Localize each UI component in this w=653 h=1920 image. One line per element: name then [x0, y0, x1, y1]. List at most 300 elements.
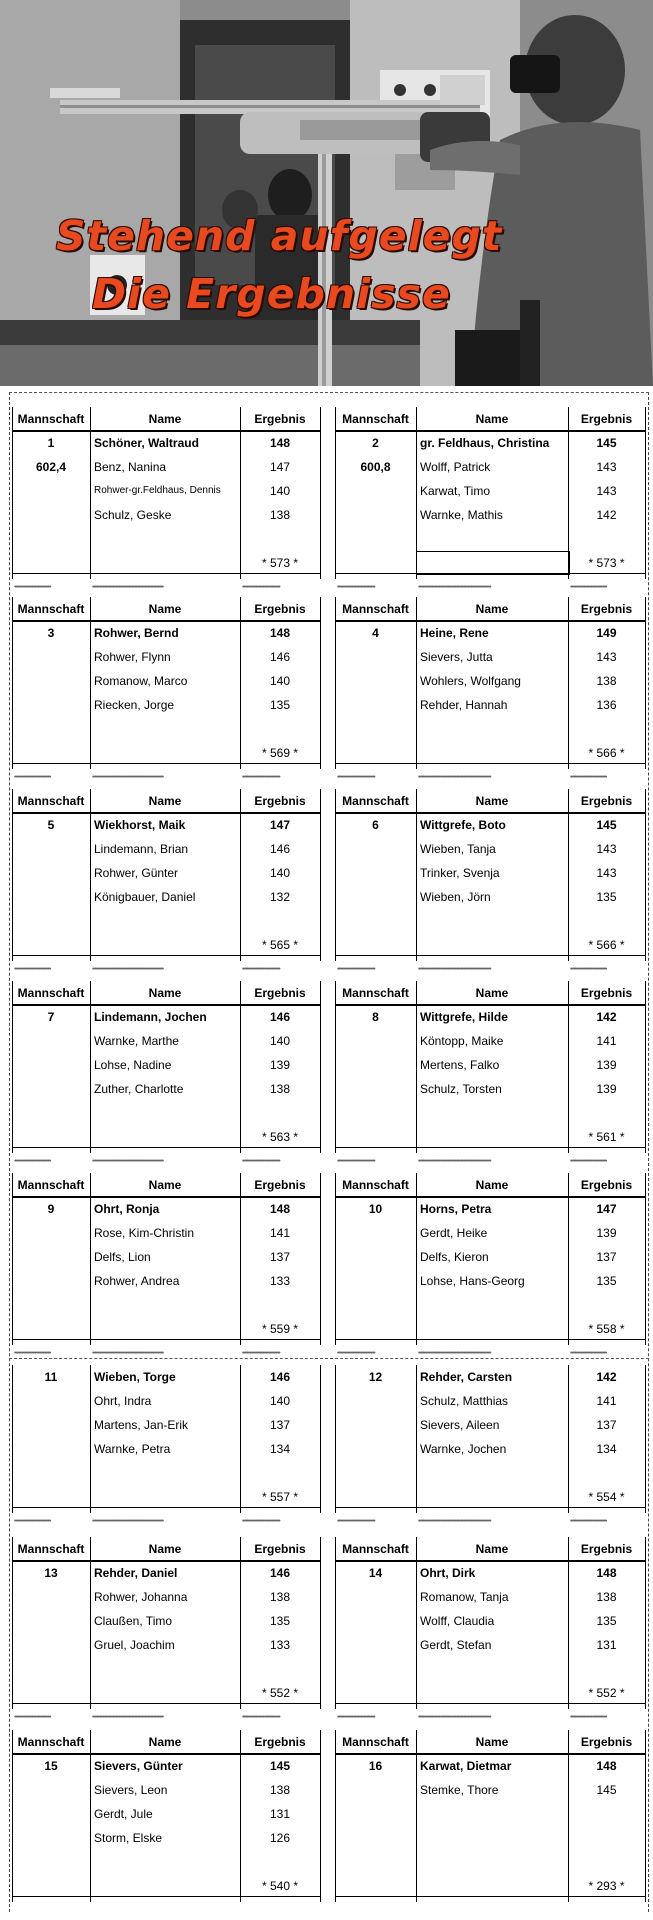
dotted-separator: ••••••••••••••••••••••••••: [242, 1519, 280, 1525]
dotted-separator: ••••••••••••••••••••••••••: [242, 967, 280, 973]
shooter-name: gr. Feldhaus, Christina: [420, 436, 550, 450]
team-total: * 565 *: [261, 938, 299, 952]
dotted-separator: •••••••••••••••••••••••••••••••••••••••••••••••••: [92, 967, 164, 973]
column-header-name: Name: [148, 602, 182, 616]
dotted-separator: •••••••••••••••••••••••••••••••••••••••••••••••••: [92, 1351, 164, 1357]
shooter-score: 143: [596, 484, 617, 498]
shooter-name: Martens, Jan-Erik: [94, 1418, 189, 1432]
team-number: 16: [368, 1759, 383, 1773]
shooter-name: Delfs, Lion: [94, 1250, 151, 1264]
column-rule: [335, 407, 336, 579]
shooter-name: Warnke, Marthe: [94, 1034, 179, 1048]
shooter-score: 141: [596, 1394, 617, 1408]
shooter-name: Claußen, Timo: [94, 1614, 173, 1628]
column-rule: [335, 1173, 336, 1345]
column-header-name: Name: [475, 986, 509, 1000]
table-rule: [12, 1196, 320, 1198]
column-header-name: Name: [148, 794, 182, 808]
shooter-score: 145: [269, 1759, 291, 1773]
column-header-team: Mannschaft: [17, 1178, 85, 1192]
shooter-score: 135: [596, 890, 617, 904]
shooter-name: Riecken, Jorge: [94, 698, 175, 712]
dotted-separator: ••••••••••••••••••••••••••••••••••••••••••••••••••: [418, 585, 491, 591]
dotted-separator: •••••••••••••••••••••••••••••••••••••••••••••••••: [92, 775, 164, 781]
shooter-name: Ohrt, Ronja: [94, 1202, 160, 1216]
shooter-name: Lohse, Nadine: [94, 1058, 172, 1072]
shooter-name: Rehder, Carsten: [420, 1370, 513, 1384]
column-rule: [320, 597, 321, 769]
dotted-separator: ••••••••••••••••••••••••••: [242, 1715, 280, 1721]
dotted-separator: ••••••••••••••••••••••••••••••••••••••••••••••••••: [418, 1351, 491, 1357]
dotted-separator: ••••••••••••••••••••••••••: [337, 775, 375, 781]
shooter-score: 145: [596, 1783, 617, 1797]
column-rule: [568, 1730, 569, 1902]
shooter-name: Romanow, Tanja: [420, 1590, 509, 1604]
column-header-name: Name: [475, 602, 509, 616]
shooter-name: Rohwer, Günter: [94, 866, 179, 880]
shooter-name: Gerdt, Jule: [94, 1807, 153, 1821]
dotted-separator: •••••••••••••••••••••••••••••••••••••••••••••••••: [92, 1519, 164, 1525]
column-header-result: Ergebnis: [254, 986, 306, 1000]
shooter-score: 139: [596, 1226, 617, 1240]
column-header-result: Ergebnis: [580, 1542, 633, 1556]
column-rule: [648, 392, 649, 1912]
column-header-team: Mannschaft: [342, 986, 409, 1000]
shooter-name: Ohrt, Dirk: [420, 1566, 476, 1580]
table-rule: [12, 812, 320, 814]
shooter-score: 137: [269, 1418, 291, 1432]
shooter-score: 148: [269, 626, 291, 640]
team-number: 3: [47, 626, 55, 640]
shooter-score: 148: [269, 436, 291, 450]
dotted-separator: •••••••••••••••••••••••••••••••••••••••••••••••••: [92, 585, 164, 591]
shooter-score: 141: [269, 1226, 291, 1240]
column-header-team: Mannschaft: [17, 1542, 85, 1556]
dotted-separator: •••••••••••••••••••••••••: [570, 775, 607, 781]
dotted-separator: •••••••••••••••••••••••••: [14, 1159, 51, 1165]
shooter-name: Wolff, Claudia: [420, 1614, 495, 1628]
shooter-score: 143: [596, 460, 617, 474]
column-rule: [12, 1365, 13, 1513]
shooter-name: Rohwer, Johanna: [94, 1590, 188, 1604]
column-rule: [90, 1730, 91, 1902]
dotted-separator: •••••••••••••••••••••••••: [14, 1519, 51, 1525]
column-rule: [416, 981, 417, 1153]
shooter-score: 139: [596, 1058, 617, 1072]
team-total: * 557 *: [261, 1490, 299, 1504]
team-total: * 558 *: [588, 1322, 625, 1336]
shooter-name: Mertens, Falko: [420, 1058, 500, 1072]
table-rule: [335, 763, 645, 764]
shooter-name: Karwat, Dietmar: [420, 1759, 512, 1773]
shooter-name: Warnke, Petra: [94, 1442, 171, 1456]
dotted-separator: ••••••••••••••••••••••••••••••••••••••••••••••••••: [418, 775, 491, 781]
column-header-team: Mannschaft: [342, 794, 409, 808]
shooter-score: 149: [596, 626, 617, 640]
column-header-team: Mannschaft: [342, 1542, 409, 1556]
dotted-separator: •••••••••••••••••••••••••: [14, 775, 51, 781]
table-rule: [335, 1339, 645, 1340]
shooter-name: Storm, Elske: [94, 1831, 163, 1845]
shooter-score: 146: [269, 1010, 291, 1024]
shooter-name: Warnke, Mathis: [420, 508, 503, 522]
dotted-separator: •••••••••••••••••••••••••: [14, 1351, 51, 1357]
table-rule: [335, 1147, 645, 1148]
shooter-score: 146: [269, 842, 291, 856]
dotted-separator: ••••••••••••••••••••••••••: [242, 775, 280, 781]
shooter-score: 138: [269, 1783, 291, 1797]
team-number: 8: [372, 1010, 379, 1024]
team-total: * 293 *: [588, 1879, 625, 1893]
column-rule: [335, 597, 336, 769]
column-rule: [416, 1173, 417, 1345]
column-rule: [90, 407, 91, 579]
team-number: 14: [368, 1566, 383, 1580]
table-rule: [335, 812, 645, 814]
column-header-result: Ergebnis: [580, 1735, 633, 1749]
column-header-result: Ergebnis: [580, 602, 633, 616]
shooter-score: 126: [269, 1831, 291, 1845]
shooter-name: Köntopp, Maike: [420, 1034, 504, 1048]
column-rule: [335, 981, 336, 1153]
dotted-separator: ••••••••••••••••••••••••••: [242, 1351, 280, 1357]
column-rule: [90, 1365, 91, 1513]
dotted-separator: ••••••••••••••••••••••••••••••••••••••••••••••••••: [418, 1519, 491, 1525]
shooter-score: 140: [269, 1394, 291, 1408]
column-header-team: Mannschaft: [17, 602, 85, 616]
shooter-score: 131: [269, 1807, 291, 1821]
shooter-name: Königbauer, Daniel: [94, 890, 196, 904]
shooter-name: Rohwer, Andrea: [94, 1274, 180, 1288]
shooter-name: Wiekhorst, Maik: [94, 818, 186, 832]
shooter-name: Heine, Rene: [420, 626, 489, 640]
column-rule: [645, 1537, 646, 1709]
column-rule: [645, 407, 646, 579]
shooter-name: Horns, Petra: [420, 1202, 492, 1216]
shooter-score: 138: [596, 674, 617, 688]
team-number: 11: [44, 1370, 58, 1384]
team-total: * 540 *: [261, 1879, 299, 1893]
shooter-name: Wittgrefe, Boto: [420, 818, 506, 832]
table-rule: [335, 1196, 645, 1198]
column-header-name: Name: [475, 412, 509, 426]
shooter-score: 140: [269, 866, 291, 880]
shooter-score: 138: [269, 508, 291, 522]
team-total: * 573 *: [588, 556, 625, 570]
dotted-separator: ••••••••••••••••••••••••••: [337, 1351, 375, 1357]
column-header-team: Mannschaft: [17, 1735, 85, 1749]
column-header-team: Mannschaft: [342, 412, 409, 426]
team-total: * 552 *: [261, 1686, 299, 1700]
shooter-name: Wolff, Patrick: [420, 460, 491, 474]
column-header-result: Ergebnis: [254, 1178, 306, 1192]
column-rule: [90, 1173, 91, 1345]
column-rule: [320, 1537, 321, 1709]
column-rule: [335, 1537, 336, 1709]
column-rule: [320, 1173, 321, 1345]
shooter-name: Zuther, Charlotte: [94, 1082, 184, 1096]
column-rule: [12, 407, 13, 579]
shooter-score: 139: [596, 1082, 617, 1096]
team-number: 1: [47, 436, 55, 450]
team-number: 6: [372, 818, 379, 832]
shooter-score: 140: [269, 674, 291, 688]
shooter-score: 145: [596, 818, 617, 832]
dotted-separator: ••••••••••••••••••••••••••: [242, 1159, 280, 1165]
table-rule: [12, 620, 320, 622]
headline-line-2: Die Ergebnisse: [92, 270, 451, 318]
shooter-score: 138: [269, 1590, 291, 1604]
dotted-separator: •••••••••••••••••••••••••: [570, 1351, 607, 1357]
team-weighted-total: 600,8: [360, 460, 391, 474]
dotted-separator: •••••••••••••••••••••••••: [570, 1715, 607, 1721]
team-number: 2: [372, 436, 379, 450]
column-header-name: Name: [475, 1735, 509, 1749]
shooter-name: Warnke, Jochen: [420, 1442, 507, 1456]
dotted-separator: ••••••••••••••••••••••••••: [337, 1159, 375, 1165]
column-header-result: Ergebnis: [580, 1178, 633, 1192]
column-header-team: Mannschaft: [17, 794, 85, 808]
table-rule: [12, 1896, 320, 1897]
dotted-separator: •••••••••••••••••••••••••: [14, 1715, 51, 1721]
shooter-score: 135: [269, 698, 291, 712]
table-rule: [335, 1703, 645, 1704]
column-header-name: Name: [148, 412, 182, 426]
column-rule: [645, 789, 646, 961]
shooter-name: Rohwer-gr.Feldhaus, Dennis: [94, 485, 221, 496]
column-rule: [90, 981, 91, 1153]
shooter-score: 140: [269, 1034, 291, 1048]
column-header-team: Mannschaft: [342, 1178, 409, 1192]
column-rule: [90, 1537, 91, 1709]
table-rule: [335, 955, 645, 956]
column-rule: [645, 1173, 646, 1345]
column-header-result: Ergebnis: [254, 1542, 306, 1556]
shooter-name: Sievers, Jutta: [420, 650, 493, 664]
dotted-separator: •••••••••••••••••••••••••: [570, 967, 607, 973]
shooter-name: Stemke, Thore: [420, 1783, 499, 1797]
dotted-separator: •••••••••••••••••••••••••: [570, 585, 607, 591]
shooter-name: Sievers, Aileen: [420, 1418, 500, 1432]
shooter-score: 140: [269, 484, 291, 498]
team-total: * 559 *: [261, 1322, 299, 1336]
shooter-score: 142: [596, 508, 617, 522]
dotted-separator: ••••••••••••••••••••••••••: [337, 1715, 375, 1721]
shooter-name: Gerdt, Heike: [420, 1226, 488, 1240]
shooter-score: 135: [269, 1614, 291, 1628]
column-rule: [320, 981, 321, 1153]
dotted-separator: ••••••••••••••••••••••••••: [337, 967, 375, 973]
column-header-result: Ergebnis: [580, 412, 633, 426]
shooter-score: 133: [269, 1638, 291, 1652]
table-rule: [12, 573, 320, 574]
table-rule: [335, 1753, 645, 1755]
shooter-name: Sievers, Leon: [94, 1783, 168, 1797]
column-rule: [645, 597, 646, 769]
table-rule: [12, 430, 320, 432]
shooter-name: Wittgrefe, Hilde: [420, 1010, 508, 1024]
table-rule: [335, 1507, 645, 1508]
column-rule: [335, 789, 336, 961]
column-rule: [320, 407, 321, 579]
table-rule: [335, 573, 645, 574]
shooter-score: 137: [269, 1250, 291, 1264]
dotted-separator: •••••••••••••••••••••••••••••••••••••••••••••••••: [92, 1715, 164, 1721]
column-header-result: Ergebnis: [254, 602, 306, 616]
dotted-separator: •••••••••••••••••••••••••: [570, 1159, 607, 1165]
table-rule: [335, 430, 645, 432]
table-rule: [335, 1004, 645, 1006]
team-number: 5: [47, 818, 55, 832]
shooter-score: 148: [596, 1759, 617, 1773]
column-header-result: Ergebnis: [580, 986, 633, 1000]
column-rule: [90, 789, 91, 961]
column-header-team: Mannschaft: [17, 986, 85, 1000]
team-total: * 554 *: [588, 1490, 625, 1504]
column-header-team: Mannschaft: [342, 602, 409, 616]
team-number: 15: [44, 1759, 58, 1773]
dotted-separator: ••••••••••••••••••••••••••: [242, 585, 280, 591]
shooter-score: 148: [596, 1566, 617, 1580]
empty-name-cell: [416, 551, 570, 575]
column-header-result: Ergebnis: [254, 412, 306, 426]
shooter-score: 142: [596, 1010, 617, 1024]
shooter-score: 133: [269, 1274, 291, 1288]
shooter-name: Schulz, Torsten: [420, 1082, 502, 1096]
dotted-separator: ••••••••••••••••••••••••••••••••••••••••••••••••••: [418, 967, 491, 973]
team-number: 12: [368, 1370, 383, 1384]
dotted-separator: •••••••••••••••••••••••••••••••••••••••••••••••••: [92, 1159, 164, 1165]
table-rule: [12, 1339, 320, 1340]
team-total: * 566 *: [588, 746, 625, 760]
column-header-result: Ergebnis: [580, 794, 633, 808]
team-total: * 566 *: [588, 938, 625, 952]
shooter-name: Ohrt, Indra: [94, 1394, 152, 1408]
dotted-separator: ••••••••••••••••••••••••••: [337, 585, 375, 591]
column-rule: [12, 981, 13, 1153]
column-rule: [645, 1365, 646, 1513]
shooter-score: 146: [269, 650, 291, 664]
shooter-name: Gruel, Joachim: [94, 1638, 175, 1652]
shooter-name: Wieben, Torge: [94, 1370, 176, 1384]
column-rule: [12, 1537, 13, 1709]
team-total: * 573 *: [261, 556, 299, 570]
shooter-name: Rehder, Daniel: [94, 1566, 178, 1580]
shooter-name: Gerdt, Stefan: [420, 1638, 492, 1652]
team-total: * 569 *: [261, 746, 299, 760]
table-rule: [9, 1358, 649, 1359]
shooter-name: Wieben, Jörn: [420, 890, 491, 904]
shooter-score: 143: [596, 866, 617, 880]
column-rule: [416, 1730, 417, 1902]
shooter-name: Lindemann, Jochen: [94, 1010, 207, 1024]
shooter-score: 134: [596, 1442, 617, 1456]
column-header-result: Ergebnis: [254, 794, 306, 808]
table-rule: [12, 955, 320, 956]
shooter-score: 138: [269, 1082, 291, 1096]
table-rule: [335, 1896, 645, 1897]
dotted-separator: ••••••••••••••••••••••••••: [337, 1519, 375, 1525]
shooter-score: 135: [596, 1274, 617, 1288]
shooter-name: Schulz, Geske: [94, 508, 172, 522]
table-rule: [335, 1560, 645, 1562]
column-rule: [90, 597, 91, 769]
shooter-name: Benz, Nanina: [94, 460, 167, 474]
column-rule: [416, 597, 417, 769]
column-header-result: Ergebnis: [254, 1735, 306, 1749]
shooter-score: 131: [596, 1638, 617, 1652]
table-rule: [12, 763, 320, 764]
shooter-score: 147: [269, 818, 291, 832]
shooter-score: 137: [596, 1418, 617, 1432]
shooter-score: 137: [596, 1250, 617, 1264]
team-total: * 552 *: [588, 1686, 625, 1700]
shooter-name: Rohwer, Flynn: [94, 650, 171, 664]
shooter-name: Romanow, Marco: [94, 674, 188, 688]
shooter-score: 142: [596, 1370, 617, 1384]
table-rule: [9, 392, 649, 393]
column-header-name: Name: [475, 1178, 509, 1192]
shooter-score: 136: [596, 698, 617, 712]
shooter-score: 147: [269, 460, 291, 474]
table-rule: [12, 1703, 320, 1704]
shooter-score: 141: [596, 1034, 617, 1048]
column-rule: [320, 1730, 321, 1902]
team-number: 13: [44, 1566, 58, 1580]
team-number: 9: [47, 1202, 55, 1216]
table-rule: [12, 1147, 320, 1148]
shooter-name: Lindemann, Brian: [94, 842, 189, 856]
shooter-score: 134: [269, 1442, 291, 1456]
headline-line-1: Stehend aufgelegt: [56, 212, 503, 260]
shooter-score: 132: [269, 890, 291, 904]
shooter-name: Schöner, Waltraud: [94, 436, 199, 450]
shooter-name: Rose, Kim-Christin: [94, 1226, 195, 1240]
shooter-name: Rohwer, Bernd: [94, 626, 179, 640]
column-rule: [335, 1365, 336, 1513]
column-rule: [12, 789, 13, 961]
column-rule: [645, 981, 646, 1153]
shooter-name: Karwat, Timo: [420, 484, 491, 498]
table-rule: [335, 620, 645, 622]
shooter-name: Wohlers, Wolfgang: [420, 674, 521, 688]
shooter-score: 138: [596, 1590, 617, 1604]
shooter-name: Sievers, Günter: [94, 1759, 183, 1773]
shooter-name: Wieben, Tanja: [420, 842, 496, 856]
shooter-score: 145: [596, 436, 617, 450]
team-number: 4: [372, 626, 379, 640]
column-rule: [416, 789, 417, 961]
shooter-score: 147: [596, 1202, 617, 1216]
column-rule: [12, 597, 13, 769]
shooter-name: Schulz, Matthias: [420, 1394, 509, 1408]
dotted-separator: •••••••••••••••••••••••••: [570, 1519, 607, 1525]
column-header-name: Name: [148, 1735, 182, 1749]
shooter-score: 146: [269, 1370, 291, 1384]
column-rule: [320, 1365, 321, 1513]
shooter-score: 143: [596, 842, 617, 856]
column-rule: [416, 1537, 417, 1709]
column-rule: [9, 392, 10, 1912]
dotted-separator: •••••••••••••••••••••••••: [14, 585, 51, 591]
shooter-name: Lohse, Hans-Georg: [420, 1274, 525, 1288]
shooter-name: Delfs, Kieron: [420, 1250, 489, 1264]
team-number: 10: [368, 1202, 383, 1216]
dotted-separator: ••••••••••••••••••••••••••••••••••••••••••••••••••: [418, 1159, 491, 1165]
shooter-score: 139: [269, 1058, 291, 1072]
table-rule: [12, 1753, 320, 1755]
table-rule: [12, 1507, 320, 1508]
